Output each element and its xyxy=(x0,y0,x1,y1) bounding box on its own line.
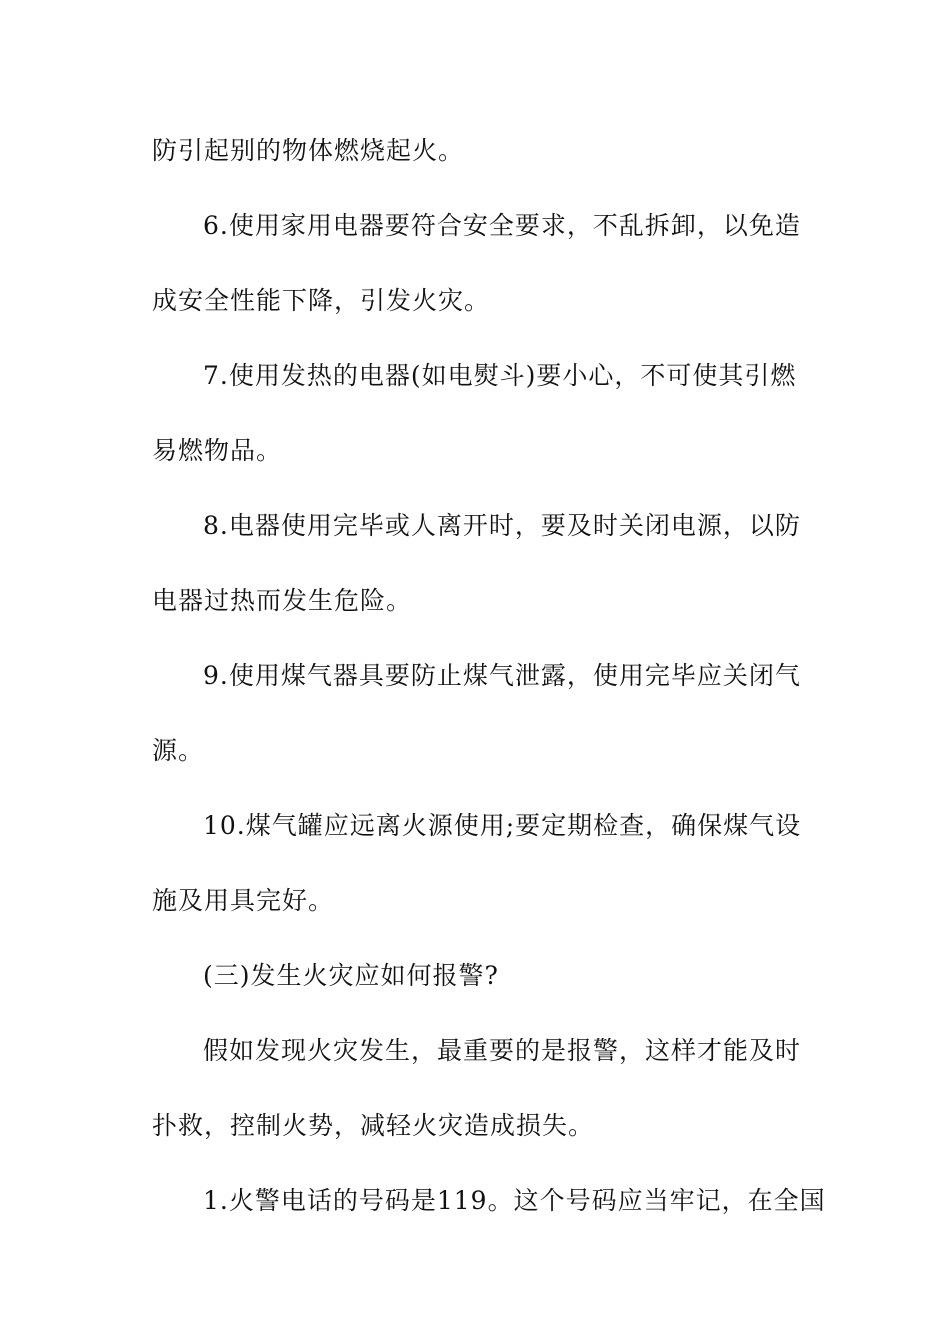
paragraph-line: 6.使用家用电器要符合安全要求，不乱拆卸，以免造 xyxy=(203,211,801,240)
paragraph-line: 成安全性能下降，引发火灾。 xyxy=(152,286,491,315)
paragraph-line: 易燃物品。 xyxy=(152,436,283,465)
paragraph-line: 1.火警电话的号码是119。这个号码应当牢记，在全国 xyxy=(203,1186,826,1215)
paragraph-line: 施及用具完好。 xyxy=(152,886,335,915)
paragraph-line: 10.煤气罐应远离火源使用;要定期检查，确保煤气设 xyxy=(203,811,802,840)
paragraph-line: 8.电器使用完毕或人离开时，要及时关闭电源，以防 xyxy=(203,511,801,540)
paragraph-line: 源。 xyxy=(152,736,205,765)
section-heading: (三)发生火灾应如何报警? xyxy=(203,961,499,990)
paragraph-line: 假如发现火灾发生，最重要的是报警，这样才能及时 xyxy=(203,1036,802,1065)
paragraph-line: 电器过热而发生危险。 xyxy=(152,586,413,615)
paragraph-line: 9.使用煤气器具要防止煤气泄露，使用完毕应关闭气 xyxy=(203,661,801,690)
paragraph-line: 扑救，控制火势，减轻火灾造成损失。 xyxy=(152,1111,595,1140)
paragraph-line: 7.使用发热的电器(如电熨斗)要小心，不可使其引燃 xyxy=(203,361,797,390)
paragraph-line: 防引起别的物体燃烧起火。 xyxy=(152,136,465,165)
